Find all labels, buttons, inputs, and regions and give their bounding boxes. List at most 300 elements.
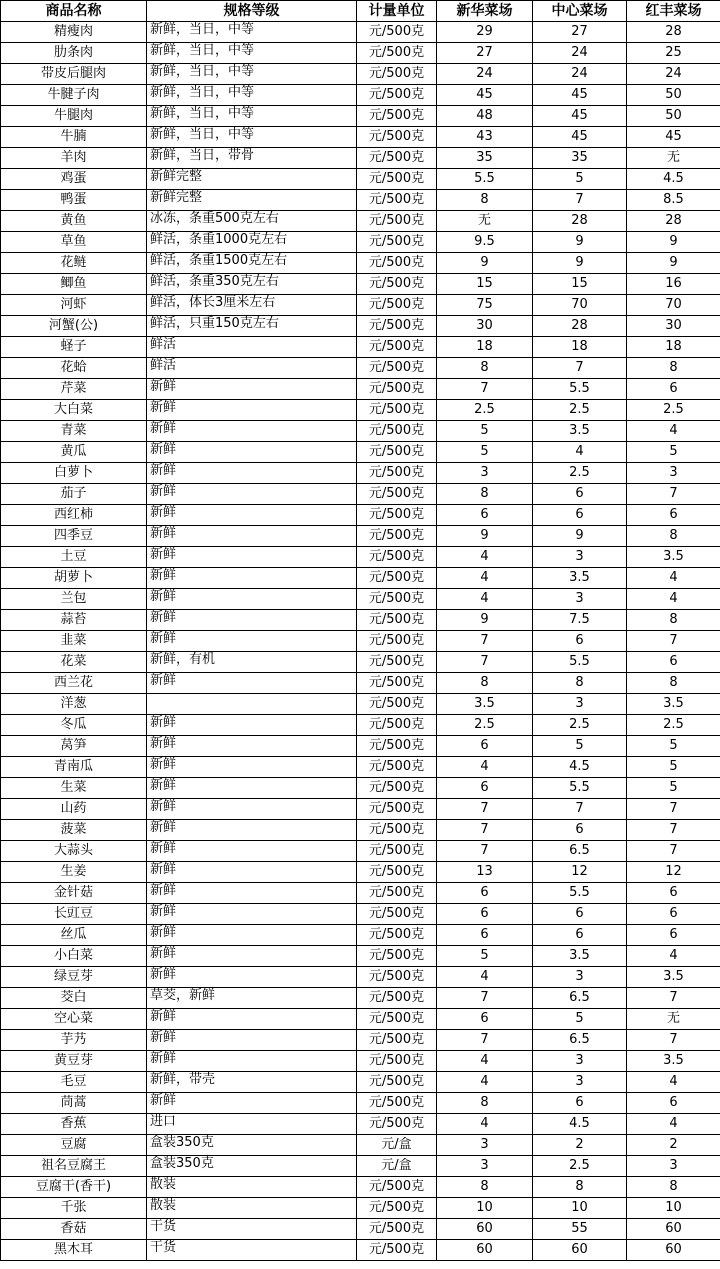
- cell-spec-grade: 新鲜: [147, 673, 357, 694]
- cell-xinhua-price: 4: [437, 1051, 533, 1072]
- cell-product-name: 绿豆芽: [1, 967, 147, 988]
- cell-zhongxin-price: 60: [533, 1240, 627, 1261]
- cell-xinhua-price: 7: [437, 631, 533, 652]
- cell-zhongxin-price: 2: [533, 1135, 627, 1156]
- cell-spec-grade: 散装: [147, 1177, 357, 1198]
- cell-unit: 元/500克: [357, 337, 437, 358]
- cell-hongfeng-price: 6: [627, 1093, 720, 1114]
- cell-hongfeng-price: 3.5: [627, 547, 720, 568]
- cell-hongfeng-price: 60: [627, 1240, 720, 1261]
- cell-hongfeng-price: 50: [627, 85, 720, 106]
- table-row: [1, 253, 720, 274]
- cell-unit: 元/盒: [357, 1135, 437, 1156]
- cell-spec-grade: 新鲜: [147, 484, 357, 505]
- cell-product-name: 花蛤: [1, 358, 147, 379]
- cell-spec-grade: 新鲜: [147, 1030, 357, 1051]
- table-row: [1, 43, 720, 64]
- cell-product-name: 青南瓜: [1, 757, 147, 778]
- cell-zhongxin-price: 5.5: [533, 778, 627, 799]
- cell-zhongxin-price: 6: [533, 484, 627, 505]
- cell-xinhua-price: 6: [437, 883, 533, 904]
- cell-spec-grade: 新鲜，当日，中等: [147, 127, 357, 148]
- cell-hongfeng-price: 18: [627, 337, 720, 358]
- cell-hongfeng-price: 4: [627, 1114, 720, 1135]
- cell-zhongxin-price: 4.5: [533, 1114, 627, 1135]
- cell-unit: 元/500克: [357, 778, 437, 799]
- cell-spec-grade: 新鲜: [147, 421, 357, 442]
- cell-xinhua-price: 6: [437, 904, 533, 925]
- cell-hongfeng-price: 4: [627, 946, 720, 967]
- cell-product-name: 豆腐干(香干): [1, 1177, 147, 1198]
- table-row: [1, 526, 720, 547]
- cell-xinhua-price: 13: [437, 862, 533, 883]
- header-xinhua-market: 新华菜场: [437, 1, 533, 22]
- table-row: [1, 883, 720, 904]
- cell-hongfeng-price: 6: [627, 505, 720, 526]
- cell-zhongxin-price: 9: [533, 526, 627, 547]
- cell-xinhua-price: 29: [437, 22, 533, 43]
- table-row: [1, 64, 720, 85]
- header-spec-grade: 规格等级: [147, 1, 357, 22]
- cell-unit: 元/500克: [357, 1009, 437, 1030]
- cell-product-name: 千张: [1, 1198, 147, 1219]
- cell-xinhua-price: 3.5: [437, 694, 533, 715]
- header-zhongxin-market: 中心菜场: [533, 1, 627, 22]
- cell-hongfeng-price: 4: [627, 1072, 720, 1093]
- cell-xinhua-price: 4: [437, 547, 533, 568]
- cell-spec-grade: 鲜活: [147, 337, 357, 358]
- cell-zhongxin-price: 9: [533, 253, 627, 274]
- cell-spec-grade: 鲜活，只重150克左右: [147, 316, 357, 337]
- cell-xinhua-price: 24: [437, 64, 533, 85]
- cell-unit: 元/500克: [357, 232, 437, 253]
- cell-spec-grade: 新鲜: [147, 757, 357, 778]
- cell-product-name: 生菜: [1, 778, 147, 799]
- cell-product-name: 兰包: [1, 589, 147, 610]
- cell-hongfeng-price: 28: [627, 22, 720, 43]
- cell-xinhua-price: 8: [437, 190, 533, 211]
- cell-zhongxin-price: 45: [533, 85, 627, 106]
- cell-hongfeng-price: 6: [627, 652, 720, 673]
- cell-unit: 元/500克: [357, 358, 437, 379]
- cell-spec-grade: 新鲜: [147, 589, 357, 610]
- cell-product-name: 蛏子: [1, 337, 147, 358]
- cell-spec-grade: 新鲜: [147, 736, 357, 757]
- cell-hongfeng-price: 5: [627, 736, 720, 757]
- cell-xinhua-price: 9: [437, 526, 533, 547]
- cell-product-name: 花菜: [1, 652, 147, 673]
- cell-product-name: 草鱼: [1, 232, 147, 253]
- cell-hongfeng-price: 50: [627, 106, 720, 127]
- cell-zhongxin-price: 6.5: [533, 841, 627, 862]
- cell-unit: 元/500克: [357, 400, 437, 421]
- cell-unit: 元/500克: [357, 862, 437, 883]
- cell-unit: 元/500克: [357, 316, 437, 337]
- table-row: [1, 799, 720, 820]
- cell-unit: 元/500克: [357, 736, 437, 757]
- cell-zhongxin-price: 5: [533, 1009, 627, 1030]
- cell-spec-grade: 新鲜: [147, 883, 357, 904]
- header-row: [1, 1, 720, 22]
- cell-xinhua-price: 2.5: [437, 400, 533, 421]
- cell-product-name: 牛腱子肉: [1, 85, 147, 106]
- cell-zhongxin-price: 6.5: [533, 988, 627, 1009]
- cell-hongfeng-price: 3: [627, 1156, 720, 1177]
- table-row: [1, 169, 720, 190]
- cell-unit: 元/500克: [357, 526, 437, 547]
- cell-unit: 元/500克: [357, 757, 437, 778]
- cell-zhongxin-price: 8: [533, 1177, 627, 1198]
- cell-zhongxin-price: 28: [533, 316, 627, 337]
- table-row: [1, 232, 720, 253]
- table-row: [1, 421, 720, 442]
- cell-zhongxin-price: 3: [533, 967, 627, 988]
- table-row: [1, 295, 720, 316]
- cell-xinhua-price: 8: [437, 673, 533, 694]
- cell-product-name: 山药: [1, 799, 147, 820]
- cell-zhongxin-price: 9: [533, 232, 627, 253]
- table-row: [1, 316, 720, 337]
- cell-hongfeng-price: 10: [627, 1198, 720, 1219]
- table-row: [1, 22, 720, 43]
- cell-product-name: 鲫鱼: [1, 274, 147, 295]
- cell-xinhua-price: 7: [437, 988, 533, 1009]
- cell-zhongxin-price: 3: [533, 1051, 627, 1072]
- cell-hongfeng-price: 8: [627, 1177, 720, 1198]
- table-row: [1, 148, 720, 169]
- table-row: [1, 589, 720, 610]
- cell-unit: 元/500克: [357, 1051, 437, 1072]
- cell-spec-grade: 鲜活，条重1000克左右: [147, 232, 357, 253]
- cell-hongfeng-price: 6: [627, 904, 720, 925]
- cell-xinhua-price: 9: [437, 610, 533, 631]
- cell-hongfeng-price: 4.5: [627, 169, 720, 190]
- table-row: [1, 820, 720, 841]
- cell-xinhua-price: 7: [437, 379, 533, 400]
- cell-zhongxin-price: 15: [533, 274, 627, 295]
- cell-unit: 元/500克: [357, 547, 437, 568]
- cell-spec-grade: 新鲜: [147, 547, 357, 568]
- cell-unit: 元/500克: [357, 988, 437, 1009]
- cell-spec-grade: 新鲜: [147, 925, 357, 946]
- cell-xinhua-price: 7: [437, 1030, 533, 1051]
- cell-spec-grade: 新鲜: [147, 946, 357, 967]
- table-row: [1, 652, 720, 673]
- cell-spec-grade: 盒装350克: [147, 1135, 357, 1156]
- cell-xinhua-price: 4: [437, 568, 533, 589]
- cell-product-name: 西红柿: [1, 505, 147, 526]
- cell-unit: 元/盒: [357, 1156, 437, 1177]
- cell-xinhua-price: 8: [437, 484, 533, 505]
- table-row: [1, 442, 720, 463]
- cell-xinhua-price: 5: [437, 442, 533, 463]
- cell-unit: 元/500克: [357, 85, 437, 106]
- cell-unit: 元/500克: [357, 463, 437, 484]
- cell-xinhua-price: 4: [437, 757, 533, 778]
- cell-zhongxin-price: 8: [533, 673, 627, 694]
- header-hongfeng-market: 红丰菜场: [627, 1, 720, 22]
- table-row: [1, 1156, 720, 1177]
- cell-hongfeng-price: 9: [627, 253, 720, 274]
- cell-unit: 元/500克: [357, 1240, 437, 1261]
- cell-zhongxin-price: 45: [533, 127, 627, 148]
- cell-unit: 元/500克: [357, 442, 437, 463]
- cell-product-name: 牛腩: [1, 127, 147, 148]
- cell-spec-grade: 新鲜: [147, 904, 357, 925]
- cell-xinhua-price: 3: [437, 1156, 533, 1177]
- table-row: [1, 1072, 720, 1093]
- cell-unit: 元/500克: [357, 799, 437, 820]
- cell-zhongxin-price: 3.5: [533, 568, 627, 589]
- cell-xinhua-price: 4: [437, 1114, 533, 1135]
- cell-spec-grade: 新鲜: [147, 1051, 357, 1072]
- cell-unit: 元/500克: [357, 568, 437, 589]
- cell-zhongxin-price: 3: [533, 547, 627, 568]
- cell-spec-grade: 新鲜: [147, 967, 357, 988]
- table-row: [1, 841, 720, 862]
- cell-spec-grade: 新鲜，带壳: [147, 1072, 357, 1093]
- cell-hongfeng-price: 7: [627, 841, 720, 862]
- cell-xinhua-price: 8: [437, 1093, 533, 1114]
- cell-hongfeng-price: 28: [627, 211, 720, 232]
- cell-product-name: 金针菇: [1, 883, 147, 904]
- cell-xinhua-price: 18: [437, 337, 533, 358]
- table-row: [1, 127, 720, 148]
- cell-hongfeng-price: 8: [627, 673, 720, 694]
- cell-zhongxin-price: 55: [533, 1219, 627, 1240]
- cell-hongfeng-price: 6: [627, 925, 720, 946]
- cell-unit: 元/500克: [357, 127, 437, 148]
- cell-hongfeng-price: 7: [627, 1030, 720, 1051]
- cell-spec-grade: 新鲜完整: [147, 169, 357, 190]
- cell-product-name: 菠菜: [1, 820, 147, 841]
- cell-zhongxin-price: 7: [533, 799, 627, 820]
- cell-xinhua-price: 6: [437, 925, 533, 946]
- cell-xinhua-price: 48: [437, 106, 533, 127]
- cell-product-name: 生姜: [1, 862, 147, 883]
- cell-unit: 元/500克: [357, 253, 437, 274]
- cell-unit: 元/500克: [357, 589, 437, 610]
- cell-hongfeng-price: 2: [627, 1135, 720, 1156]
- table-row: [1, 400, 720, 421]
- cell-xinhua-price: 9: [437, 253, 533, 274]
- cell-hongfeng-price: 7: [627, 820, 720, 841]
- cell-hongfeng-price: 7: [627, 631, 720, 652]
- cell-product-name: 祖名豆腐王: [1, 1156, 147, 1177]
- cell-hongfeng-price: 4: [627, 568, 720, 589]
- cell-unit: 元/500克: [357, 967, 437, 988]
- table-row: [1, 1135, 720, 1156]
- cell-product-name: 大蒜头: [1, 841, 147, 862]
- cell-zhongxin-price: 5.5: [533, 883, 627, 904]
- table-row: [1, 505, 720, 526]
- cell-zhongxin-price: 4: [533, 442, 627, 463]
- cell-zhongxin-price: 5.5: [533, 652, 627, 673]
- cell-product-name: 黄瓜: [1, 442, 147, 463]
- cell-unit: 元/500克: [357, 610, 437, 631]
- table-row: [1, 547, 720, 568]
- table-row: [1, 988, 720, 1009]
- cell-zhongxin-price: 70: [533, 295, 627, 316]
- cell-zhongxin-price: 2.5: [533, 400, 627, 421]
- cell-hongfeng-price: 70: [627, 295, 720, 316]
- cell-unit: 元/500克: [357, 652, 437, 673]
- cell-hongfeng-price: 8: [627, 526, 720, 547]
- cell-product-name: 鸡蛋: [1, 169, 147, 190]
- cell-zhongxin-price: 2.5: [533, 715, 627, 736]
- cell-unit: 元/500克: [357, 421, 437, 442]
- cell-spec-grade: 散装: [147, 1198, 357, 1219]
- cell-spec-grade: 新鲜: [147, 862, 357, 883]
- cell-spec-grade: 新鲜: [147, 820, 357, 841]
- cell-spec-grade: 冰冻，条重500克左右: [147, 211, 357, 232]
- cell-xinhua-price: 60: [437, 1240, 533, 1261]
- cell-spec-grade: 新鲜: [147, 1093, 357, 1114]
- cell-unit: 元/500克: [357, 274, 437, 295]
- cell-xinhua-price: 8: [437, 358, 533, 379]
- cell-unit: 元/500克: [357, 379, 437, 400]
- cell-unit: 元/500克: [357, 106, 437, 127]
- table-row: [1, 610, 720, 631]
- cell-zhongxin-price: 6: [533, 904, 627, 925]
- cell-product-name: 大白菜: [1, 400, 147, 421]
- cell-zhongxin-price: 6: [533, 631, 627, 652]
- table-row: [1, 631, 720, 652]
- cell-hongfeng-price: 3.5: [627, 1051, 720, 1072]
- cell-product-name: 土豆: [1, 547, 147, 568]
- cell-product-name: 西兰花: [1, 673, 147, 694]
- table-row: [1, 463, 720, 484]
- cell-zhongxin-price: 4.5: [533, 757, 627, 778]
- cell-zhongxin-price: 2.5: [533, 463, 627, 484]
- cell-unit: 元/500克: [357, 715, 437, 736]
- cell-zhongxin-price: 7.5: [533, 610, 627, 631]
- cell-xinhua-price: 9.5: [437, 232, 533, 253]
- cell-xinhua-price: 5.5: [437, 169, 533, 190]
- cell-hongfeng-price: 25: [627, 43, 720, 64]
- cell-zhongxin-price: 5.5: [533, 379, 627, 400]
- table-row: [1, 673, 720, 694]
- cell-zhongxin-price: 6: [533, 505, 627, 526]
- cell-product-name: 胡萝卜: [1, 568, 147, 589]
- cell-hongfeng-price: 6: [627, 379, 720, 400]
- cell-spec-grade: 新鲜: [147, 505, 357, 526]
- table-row: [1, 1009, 720, 1030]
- cell-product-name: 四季豆: [1, 526, 147, 547]
- header-product-name: 商品名称: [1, 1, 147, 22]
- table-row: [1, 757, 720, 778]
- cell-product-name: 香蕉: [1, 1114, 147, 1135]
- cell-zhongxin-price: 10: [533, 1198, 627, 1219]
- cell-zhongxin-price: 3.5: [533, 946, 627, 967]
- cell-spec-grade: 新鲜完整: [147, 190, 357, 211]
- cell-spec-grade: 鲜活，条重350克左右: [147, 274, 357, 295]
- cell-spec-grade: 鲜活: [147, 358, 357, 379]
- cell-unit: 元/500克: [357, 295, 437, 316]
- table-row: [1, 1114, 720, 1135]
- cell-product-name: 小白菜: [1, 946, 147, 967]
- cell-zhongxin-price: 45: [533, 106, 627, 127]
- cell-product-name: 丝瓜: [1, 925, 147, 946]
- cell-xinhua-price: 6: [437, 505, 533, 526]
- cell-unit: 元/500克: [357, 190, 437, 211]
- cell-product-name: 芋艿: [1, 1030, 147, 1051]
- cell-spec-grade: 干货: [147, 1240, 357, 1261]
- cell-product-name: 青菜: [1, 421, 147, 442]
- cell-zhongxin-price: 3: [533, 1072, 627, 1093]
- table-row: [1, 736, 720, 757]
- cell-product-name: 河蟹(公): [1, 316, 147, 337]
- cell-zhongxin-price: 3: [533, 589, 627, 610]
- cell-xinhua-price: 7: [437, 799, 533, 820]
- cell-xinhua-price: 4: [437, 589, 533, 610]
- cell-spec-grade: 鲜活，条重1500克左右: [147, 253, 357, 274]
- cell-product-name: 冬瓜: [1, 715, 147, 736]
- cell-xinhua-price: 5: [437, 946, 533, 967]
- cell-zhongxin-price: 7: [533, 358, 627, 379]
- cell-hongfeng-price: 45: [627, 127, 720, 148]
- cell-hongfeng-price: 8: [627, 358, 720, 379]
- cell-zhongxin-price: 6: [533, 1093, 627, 1114]
- cell-product-name: 黑木耳: [1, 1240, 147, 1261]
- cell-hongfeng-price: 30: [627, 316, 720, 337]
- cell-zhongxin-price: 2.5: [533, 1156, 627, 1177]
- cell-product-name: 带皮后腿肉: [1, 64, 147, 85]
- cell-xinhua-price: 2.5: [437, 715, 533, 736]
- cell-xinhua-price: 3: [437, 463, 533, 484]
- cell-spec-grade: 新鲜，有机: [147, 652, 357, 673]
- cell-unit: 元/500克: [357, 211, 437, 232]
- cell-unit: 元/500克: [357, 505, 437, 526]
- cell-unit: 元/500克: [357, 925, 437, 946]
- cell-spec-grade: 干货: [147, 1219, 357, 1240]
- cell-zhongxin-price: 3.5: [533, 421, 627, 442]
- cell-product-name: 香菇: [1, 1219, 147, 1240]
- cell-xinhua-price: 6: [437, 778, 533, 799]
- cell-hongfeng-price: 5: [627, 442, 720, 463]
- cell-spec-grade: 新鲜，当日，中等: [147, 22, 357, 43]
- cell-hongfeng-price: 12: [627, 862, 720, 883]
- cell-unit: 元/500克: [357, 22, 437, 43]
- cell-product-name: 白萝卜: [1, 463, 147, 484]
- cell-spec-grade: 新鲜: [147, 841, 357, 862]
- cell-hongfeng-price: 8: [627, 610, 720, 631]
- table-row: [1, 967, 720, 988]
- table-row: [1, 190, 720, 211]
- cell-spec-grade: 盒装350克: [147, 1156, 357, 1177]
- cell-hongfeng-price: 7: [627, 484, 720, 505]
- table-body: [1, 22, 720, 1261]
- cell-spec-grade: 新鲜: [147, 799, 357, 820]
- cell-hongfeng-price: 4: [627, 421, 720, 442]
- cell-xinhua-price: 4: [437, 967, 533, 988]
- table-row: [1, 946, 720, 967]
- cell-xinhua-price: 无: [437, 211, 533, 232]
- table-row: [1, 1030, 720, 1051]
- cell-product-name: 河虾: [1, 295, 147, 316]
- cell-zhongxin-price: 18: [533, 337, 627, 358]
- cell-spec-grade: 鲜活，体长3厘米左右: [147, 295, 357, 316]
- cell-product-name: 精瘦肉: [1, 22, 147, 43]
- cell-product-name: 鸭蛋: [1, 190, 147, 211]
- cell-hongfeng-price: 无: [627, 148, 720, 169]
- cell-product-name: 黄豆芽: [1, 1051, 147, 1072]
- cell-spec-grade: 草茭，新鲜: [147, 988, 357, 1009]
- cell-xinhua-price: 27: [437, 43, 533, 64]
- cell-product-name: 黄鱼: [1, 211, 147, 232]
- cell-hongfeng-price: 无: [627, 1009, 720, 1030]
- table-row: [1, 211, 720, 232]
